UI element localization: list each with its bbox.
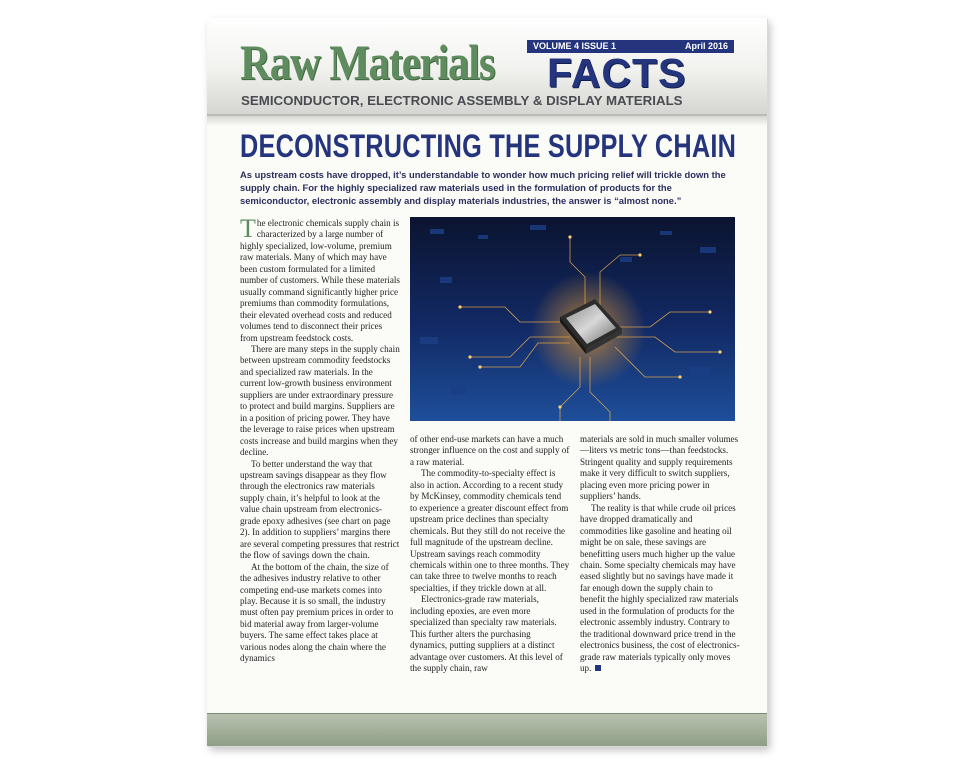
- end-mark-icon: [595, 665, 601, 671]
- paragraph: The commodity-to-specialty effect is also in action. According to a recent study by McKinsey, commodity chemicals tend to experience a greater discount effect from upstream price declines than specialty chemicals. But they still do not receive the full magnitude of the upstream decline. Upstream savings reach commodity chemicals within one to three months. They can take three to twelve months to reach specialties, if they trickle down at all.: [410, 468, 570, 593]
- newsletter-page: [207, 18, 767, 746]
- masthead-subtitle: SEMICONDUCTOR, ELECTRONIC ASSEMBLY & DISPLAY MATERIALS: [241, 93, 683, 108]
- brand-raw-materials: Raw Materials: [240, 34, 495, 90]
- drop-cap: T: [240, 214, 256, 243]
- footer-bar: [207, 713, 767, 746]
- paragraph: Electronics-grade raw materials, including epoxies, are even more specialized than specialty raw materials. This further alters the purchasing dynamics, putting suppliers at a distinct advantage over customers. At this level of the supply chain, raw: [410, 594, 563, 674]
- microchip-illustration: [410, 217, 735, 421]
- article-deck: As upstream costs have dropped, it’s understandable to wonder how much pricing relief will trickle down the supply chain. For the highly specialized raw materials used in the formulation of products for the semiconductor, electronic assembly and display materials industries, the answer is “almost none.”: [240, 169, 726, 206]
- paragraph: The reality is that while crude oil prices have dropped dramatically and commodities like gasoline and heating oil might be on sale, these savings are benefitting users much higher up the value chain. Some specialty chemicals may have eased slightly but no savings have made it far enough down the supply chain to benefit the highly specialized raw materials used in the formulation of products for the electronic assembly industry. Contrary to the traditional downward price trend in the electronics business, the cost of electronics-grade raw materials typically only moves up.: [580, 502, 740, 674]
- circuit-chip-photo: [410, 217, 735, 421]
- article-column-3: [580, 434, 740, 675]
- issue-date: April 2016: [684, 41, 728, 51]
- article-column-1: [240, 214, 400, 665]
- paragraph: of other end-use markets can have a much stronger influence on the cost and supply of a raw material.: [410, 434, 570, 467]
- paragraph: There are many steps in the supply chain between upstream commodity feedstocks and specialized raw materials. In the current low-growth business environment suppliers are under extraordinary pressure to protect and build margins. Suppliers are in a position of pricing power. They have the leverage to raise prices when upstream costs increase and build margins when they decline.: [240, 343, 400, 458]
- volume-issue: VOLUME 4 ISSUE 1: [533, 41, 617, 51]
- brand-facts: FACTS: [547, 50, 687, 96]
- paragraph: The electronic chemicals supply chain is characterized by a large number of highly specialized, low-volume, premium raw materials. Many of which may have been custom formulated for a limited number of customers. While these materials usually command significantly higher price premiums than commodity formulations, their elevated overhead costs and reduced volumes tend to disconnect their prices from upstream feedstock costs.: [240, 214, 400, 343]
- article-column-2: [410, 434, 570, 675]
- paragraph: To better understand the way that upstream savings disappear as they flow through the electronics raw materials supply chain, it’s helpful to look at the value chain upstream from electronics-grade epoxy adhesives (see chart on page 2). In addition to suppliers’ margins there are several competing pressures that restrict the flow of savings down the chain.: [240, 458, 400, 561]
- masthead-shadow: [207, 116, 767, 126]
- paragraph: materials are sold in much smaller volumes—liters vs metric tons—than feedstocks. Stringent quality and supply requirements make it very difficult to switch suppliers, placing even more pricing power in suppliers’ hands.: [580, 434, 739, 502]
- paragraph: At the bottom of the chain, the size of the adhesives industry relative to other competing end-use markets comes into play. Because it is so small, the industry must often pay premium prices in order to bid material away from larger-volume buyers. The same effect takes place at various nodes along the chain where the dynamics: [240, 561, 394, 664]
- article-headline: DECONSTRUCTING THE SUPPLY CHAIN: [240, 128, 737, 164]
